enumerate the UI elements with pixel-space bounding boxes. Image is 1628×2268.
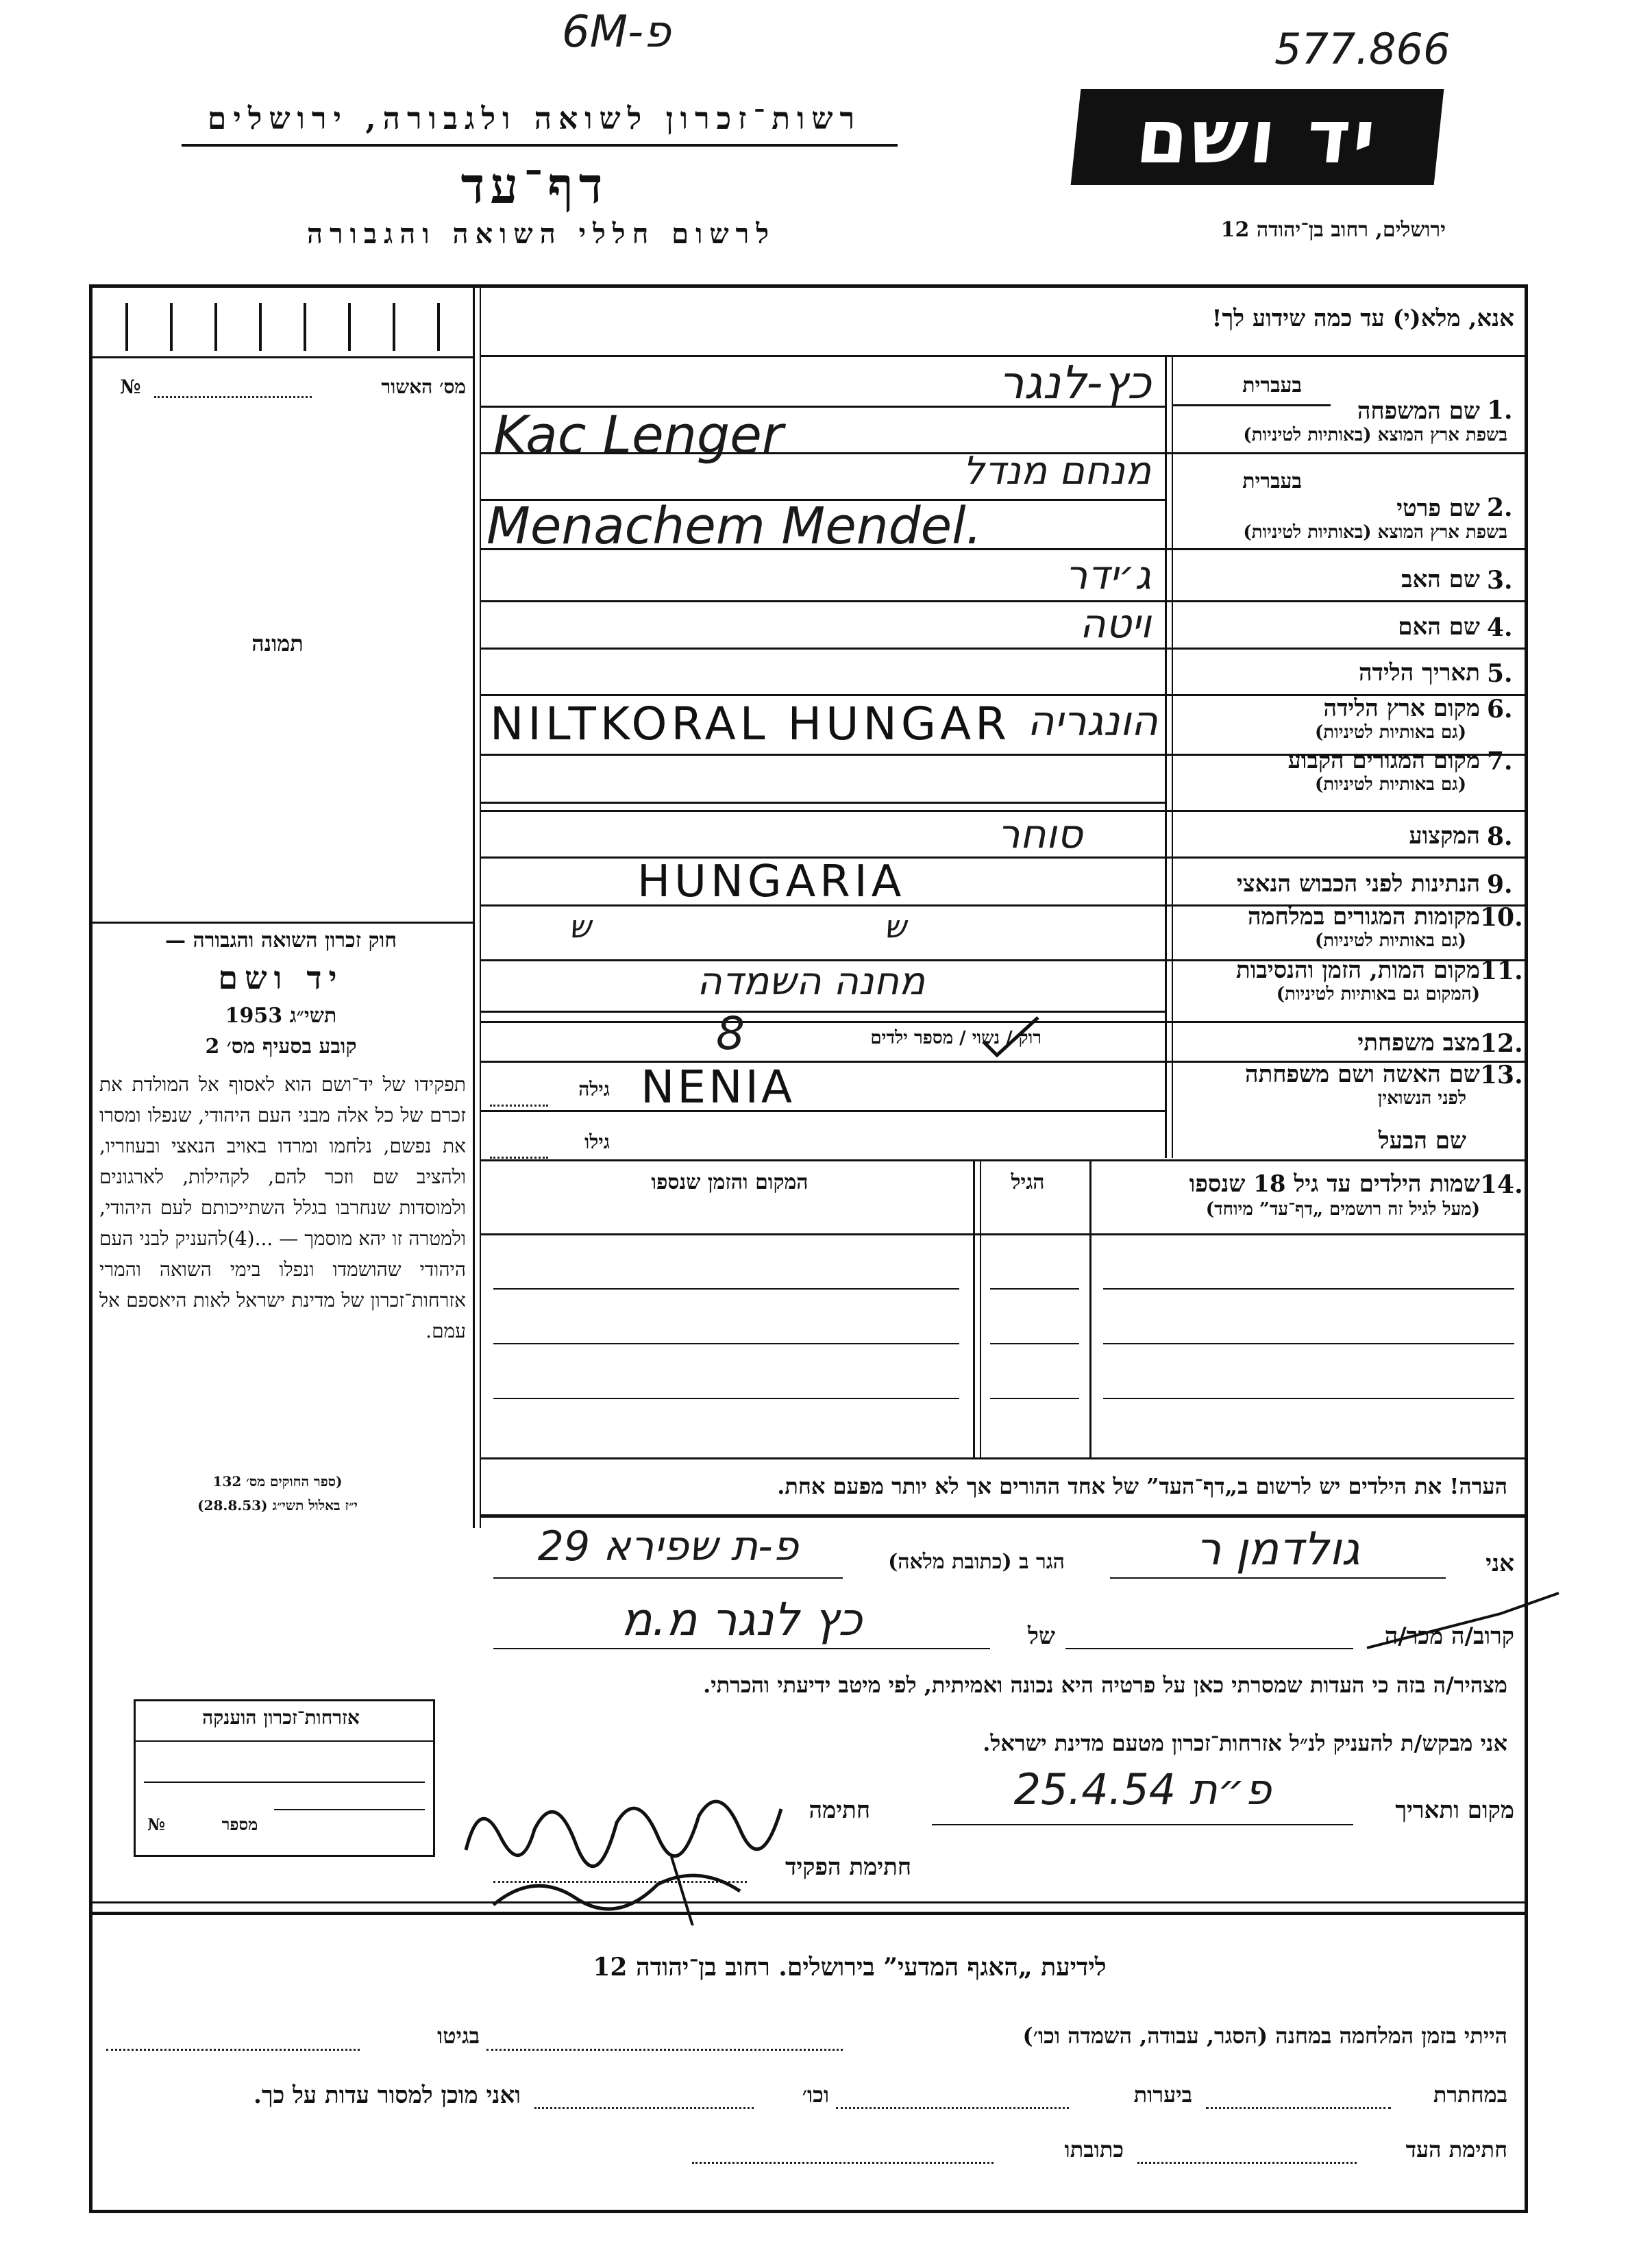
field-2-label: שם פרטי: [1396, 495, 1480, 522]
remark: הערה! את הילדים יש לרשום ב„דף־העד” של אחד ההורים אך לא יותר מפעם אחת.: [777, 1473, 1507, 1499]
field-11-label: מקום המות, הזמן והנסיבות: [1235, 957, 1480, 984]
signature-label: חתימה: [809, 1797, 870, 1824]
document-number-annotation: 577.866: [1274, 24, 1451, 74]
resident-label: הגר ב (כתובת מלאה): [888, 1550, 1065, 1574]
declaration-ani: אני: [1485, 1550, 1514, 1577]
info-camp-label: הייתי בזמן המלחמה במחנה (הסגר, עבודה, השמדה וכו׳): [1022, 2023, 1507, 2049]
approval-num-sign: №: [120, 375, 141, 398]
declarant-name[interactable]: גולדמן ר: [1196, 1523, 1360, 1575]
relative-of-name[interactable]: כץ לנגר מ.מ: [621, 1593, 863, 1646]
residence-field[interactable]: [480, 754, 1165, 802]
registration-ticks: [116, 303, 466, 352]
info-forests-field[interactable]: [836, 2107, 1069, 2109]
law-year: תשי״ג 1953: [225, 1004, 337, 1028]
field-1-label: שם המשפחה: [1357, 397, 1480, 425]
declaration-request: אני מבקש/ת להעניק לנ״ל אזרחות־זכרון מטעם מדינת ישראל.: [983, 1730, 1507, 1756]
wife-age-label: גילה: [578, 1078, 610, 1100]
field-10-label: מקומות המגורים במלחמה: [1247, 903, 1480, 930]
info-header: לידיעת „האגף המדעי” בירושלים. רחוב בן־יהודה 12: [593, 1953, 1107, 1982]
profession[interactable]: סוחר: [997, 811, 1083, 857]
declarant-address[interactable]: פ-ת שפירא 29: [537, 1523, 799, 1570]
clerk-signature-label: חתימת הפקיד: [785, 1853, 911, 1881]
children-age-col: הגיל: [1011, 1170, 1045, 1194]
law-text: תפקידו של יד־ושם הוא לאסוף אל המולדת את זכרם של כל אלה מבני העם היהודי, שנפלו ומסרו את נפשם, נלחמו ומרדו באויב הנאצי ובעוזריו, ולהציב שם וזכר להם, לקהילות, לארגונים ולמוסדות שנחרבו בגלל השתייכותם לעם היהודי, ולמטרה זו יהא מוסמך — ...(4)להעניק לבני העם היהודי שהושמדו ונפלו בימי השואה והמרי אזרחות־זכרון של מדינת ישראל לאות היאספם אל עמם.: [99, 1073, 466, 1342]
top-reference-annotation: 6M-פ: [562, 7, 671, 58]
info-underground-field[interactable]: [1206, 2107, 1391, 2109]
info-witness-signature-label: חתימת העד: [1405, 2136, 1507, 2162]
info-underground-label: במחתרת: [1433, 2082, 1507, 2108]
law-title: חוק זכרון השואה והגבורה —: [165, 928, 397, 952]
children-place-col: המקום והזמן שנספו: [651, 1170, 809, 1194]
field-13-label: שם האשה ושם משפחתה: [1245, 1061, 1480, 1088]
field-5-label: תאריך הלידה: [1358, 659, 1480, 687]
form-subtitle: לרשום חללי השואה והגבורה: [306, 218, 776, 250]
citizenship[interactable]: HUNGARIA: [637, 856, 906, 907]
field-9-label: הנתינות לפני הכבוש הנאצי: [1236, 870, 1480, 898]
info-camp-field[interactable]: [486, 2049, 843, 2051]
law-name: יד ושם: [218, 959, 344, 996]
law-clause: קובע בסעיף מס׳ 2: [205, 1035, 357, 1059]
birth-place-hebrew[interactable]: הונגריה: [1027, 698, 1158, 745]
photo-label: תמונה: [251, 630, 304, 656]
field-8-label: המקצוע: [1409, 822, 1480, 850]
wife-name[interactable]: NENIA: [641, 1061, 796, 1113]
declaration-statement: מצהיר/ה בזה כי העדות שמסרתי כאן על פרטיה היא נכונה ואמיתית, לפי מיטב ידיעתי והכרתי.: [703, 1672, 1507, 1698]
birth-date-field[interactable]: [480, 648, 1165, 694]
of-label: של: [1028, 1623, 1055, 1650]
children-row-line[interactable]: [493, 1343, 959, 1344]
logo-text: יד ושם: [1132, 94, 1383, 180]
field-3-label: שם האב: [1401, 566, 1480, 593]
org-address: ירושלים, רחוב בן־יהודה 12: [1220, 218, 1446, 242]
info-witness-signature-field[interactable]: [1137, 2162, 1357, 2164]
citizenship-box-title: אזרחות־זכרון הוענקה: [202, 1706, 360, 1729]
wartime-residence-b[interactable]: ש: [884, 908, 907, 945]
birth-place-latin[interactable]: NILTKORAL HUNGAR: [490, 698, 1011, 750]
citizenship-number-label: מספר: [221, 1814, 258, 1834]
relation-label: קרוב/ה מכר/ה: [1384, 1623, 1514, 1650]
info-address-label: כתובתו: [1064, 2136, 1124, 2162]
husband-age-field[interactable]: [490, 1157, 548, 1159]
father-name[interactable]: ג׳ידר: [1065, 552, 1151, 598]
first-name-hebrew[interactable]: מנחם מנדל: [963, 449, 1151, 493]
field-7-label: מקום המגורים הקבוע: [1287, 747, 1480, 774]
law-footer-1: (ספר החוקים מס׳ 132: [212, 1473, 343, 1490]
info-ghetto-label: בגיטו: [437, 2023, 480, 2049]
approval-label: מס׳ האשור: [381, 375, 466, 398]
field-4-label: שם האם: [1398, 613, 1480, 641]
death-place[interactable]: מחנה השמדה: [697, 959, 925, 1004]
place-date-value[interactable]: פ״ת 25.4.54: [1013, 1764, 1272, 1814]
married-checkmark: [980, 1014, 1041, 1062]
field-6-label: מקום ארץ הלידה: [1323, 695, 1480, 722]
info-testimony-text: ואני מוכן למסור עדות על כך.: [254, 2082, 521, 2109]
request-text: אנא, מלא(י) עד כמה שידוע לך!: [1211, 305, 1514, 332]
law-footer-2: י״ז באלול תשי״ג (28.8.53): [197, 1497, 358, 1514]
org-line: רשות־זכרון לשואה ולגבורה, ירושלים: [207, 101, 862, 136]
info-forests-label: ביערות: [1133, 2082, 1192, 2108]
field-14-label: שמות הילדים עד גיל 18 שנספו: [1189, 1170, 1480, 1198]
first-name-latin[interactable]: Menachem Mendel.: [486, 497, 983, 556]
info-etc-label: וכו׳: [802, 2082, 829, 2108]
form-title: דף־עד: [460, 156, 608, 214]
wartime-residence-a[interactable]: ש: [569, 908, 591, 945]
husband-age-label: גילו: [584, 1131, 610, 1153]
children-count[interactable]: 8: [716, 1007, 745, 1060]
mother-name[interactable]: ויטה: [1079, 600, 1151, 647]
children-row-line[interactable]: [493, 1288, 959, 1290]
wife-age-field[interactable]: [490, 1105, 548, 1107]
marital-options: רוק / נשוי / מספר ילדים: [870, 1028, 1041, 1048]
approval-number-field[interactable]: [154, 396, 312, 398]
family-name-hebrew[interactable]: כץ-לנגר: [998, 356, 1151, 409]
field-12-label: מצב משפחתי: [1357, 1029, 1480, 1057]
children-row-line[interactable]: [493, 1398, 959, 1399]
husband-label: שם הבעל: [1378, 1127, 1466, 1155]
hebrew-label-1: בעברית: [1242, 373, 1302, 397]
citizenship-num-sign: №: [147, 1814, 166, 1834]
place-date-label: מקום ותאריך: [1395, 1797, 1514, 1824]
info-address-field[interactable]: [692, 2162, 994, 2164]
yad-vashem-logo: [1071, 89, 1444, 185]
relation-strikethrough: [1364, 1586, 1562, 1655]
info-ghetto-field[interactable]: [106, 2049, 360, 2051]
info-etc-field[interactable]: [534, 2107, 754, 2109]
family-name-latin[interactable]: Kac Lenger: [493, 404, 784, 465]
